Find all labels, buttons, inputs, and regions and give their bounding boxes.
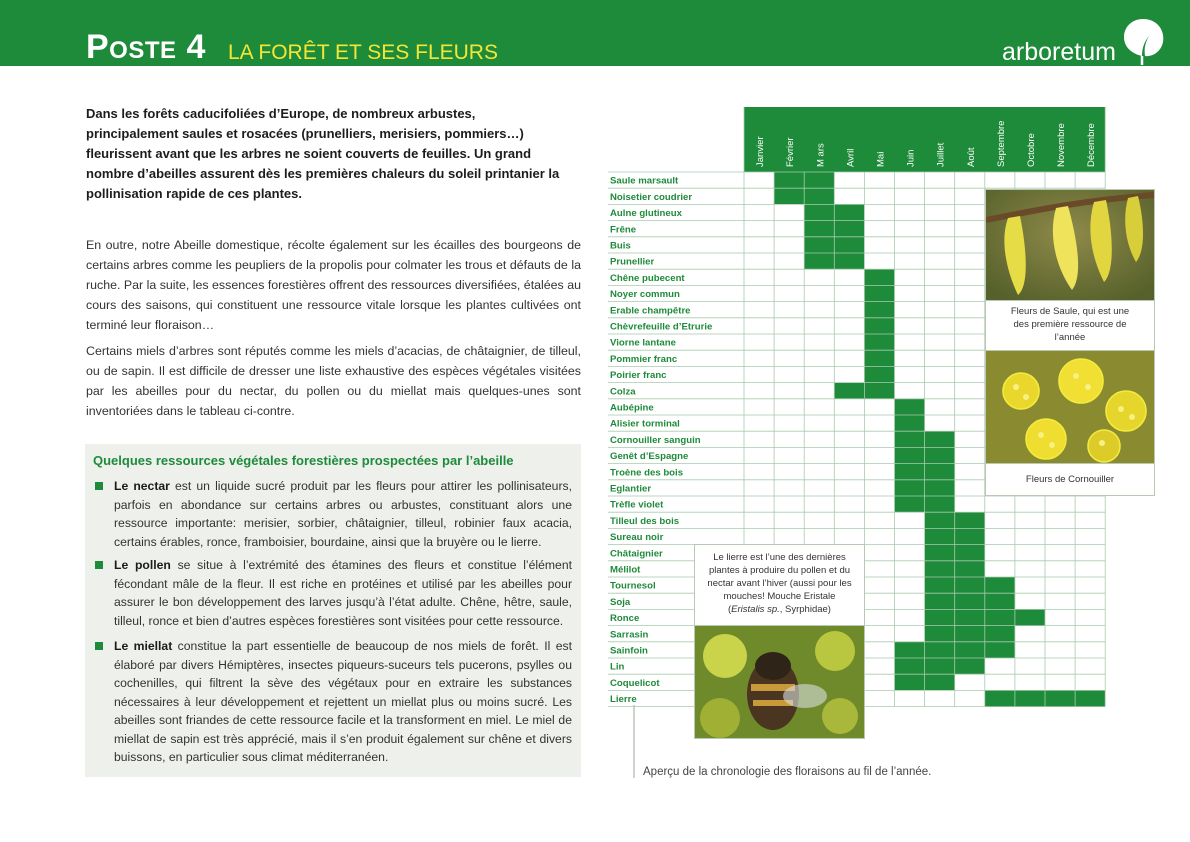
plant-label: Lierre — [610, 694, 637, 706]
month-label: Mai — [875, 151, 887, 167]
flowering-cell — [985, 609, 1015, 625]
flowering-cell — [834, 383, 864, 399]
flowering-cell — [1045, 690, 1075, 706]
flowering-cell — [925, 512, 955, 528]
month-label: Juillet — [935, 142, 947, 167]
flowering-cell — [955, 593, 985, 609]
flowering-cell — [1015, 690, 1045, 706]
cornouiller-caption: Fleurs de Cornouiller — [985, 463, 1155, 496]
month-label: Septembre — [995, 120, 1007, 167]
plant-label: Frêne — [610, 224, 637, 236]
flowering-cell — [985, 626, 1015, 642]
month-label: Juin — [905, 149, 917, 167]
saule-caption — [985, 300, 1155, 352]
flowering-cell — [804, 188, 834, 204]
flowering-cell — [834, 221, 864, 237]
lierre-caption — [694, 544, 865, 632]
plant-label: Sarrasin — [610, 629, 649, 641]
saule-photo — [985, 189, 1155, 301]
flowering-cell — [774, 188, 804, 204]
flowering-cell — [864, 302, 894, 318]
flowering-cell — [955, 609, 985, 625]
cornel-flowers-image — [986, 351, 1154, 463]
flowering-cell — [895, 464, 925, 480]
month-label: Novembre — [1056, 123, 1068, 167]
resources-box-title: Quelques ressources végétales forestières prospectées par l’abeille — [93, 453, 514, 468]
arboretum-logo-text: arboretum — [1002, 38, 1116, 66]
poste-number: Poste 4 — [86, 28, 206, 66]
plant-label: Alisier torminal — [610, 418, 680, 430]
plant-label: Pommier franc — [610, 353, 678, 365]
flowering-cell — [925, 447, 955, 463]
willow-flowers-image — [986, 190, 1154, 300]
flowering-cell — [895, 431, 925, 447]
flowering-cell — [925, 658, 955, 674]
plant-label: Lin — [610, 661, 625, 673]
flowering-cell — [925, 577, 955, 593]
flowering-cell — [1015, 609, 1045, 625]
saule-caption-text: Fleurs de Saule, qui est une des première ressource de l’année — [1010, 306, 1130, 343]
intro-paragraph: Dans les forêts caducifoliées d’Europe, de nombreux arbustes, principalement saules et rosacées (prunelliers, merisiers, pommiers…) fleurissent avant que les arbres ne soient couverts de feuilles. Un grand nombre d’abeilles assurent dès les premières chaleurs du soleil printanier la pollinisation rapide de ces plantes. — [86, 106, 560, 201]
lierre-photo — [694, 625, 865, 739]
paragraph-propolis: En outre, notre Abeille domestique, récolte également sur les écailles des bourgeons de certains arbres comme les peupliers de la propolis pour colmater les trous et défauts de la ruche. Par la suite, les essences forestières offrent des ressources diversifiées, étalées au cours des saisons, qui constituent une ressource vitale lorsque les plantes cultivées ont terminé leur floraison… — [86, 238, 581, 332]
plant-label: Sureau noir — [610, 532, 664, 544]
lierre-caption-part1: Le lierre est l’une des dernières plantes à produire du pollen et du nectar avant l’hiver (aussi pour les mouches! Mouche Eristale ( — [707, 552, 852, 615]
flowering-cell — [925, 642, 955, 658]
plant-label: Chêne pubecent — [610, 272, 685, 284]
plant-label: Tournesol — [610, 580, 656, 592]
flowering-cell — [925, 626, 955, 642]
flowering-cell — [864, 350, 894, 366]
flowering-cell — [804, 172, 834, 188]
flowering-cell — [864, 318, 894, 334]
lierre-caption-text — [705, 551, 855, 616]
plant-label: Viorne lantane — [610, 337, 676, 349]
month-label: Avril — [845, 148, 857, 167]
resource-term: Le pollen — [114, 558, 171, 572]
lierre-caption-species: Eristalis sp. — [731, 604, 780, 615]
flowering-cell — [804, 237, 834, 253]
plant-label: Prunellier — [610, 256, 655, 268]
plant-label: Poirier franc — [610, 370, 667, 382]
flowering-cell — [955, 545, 985, 561]
flowering-cell — [955, 512, 985, 528]
month-header-band — [744, 107, 1105, 172]
resource-term: Le nectar — [114, 479, 170, 493]
flowering-cell — [925, 431, 955, 447]
plant-label: Noisetier coudrier — [610, 191, 693, 203]
chart-caption: Aperçu de la chronologie des floraisons au fil de l’année. — [643, 766, 932, 778]
plant-label: Sainfoin — [610, 645, 648, 657]
flowering-cell — [895, 399, 925, 415]
flowering-cell — [985, 642, 1015, 658]
flowering-cell — [925, 593, 955, 609]
month-label: Décembre — [1086, 123, 1098, 167]
plant-label: Troène des bois — [610, 467, 684, 479]
hoverfly-on-ivy-image — [695, 626, 864, 738]
paragraph-miels: Certains miels d’arbres sont réputés comme les miels d’acacias, de châtaignier, de tilleul, ou de sapin. Il est difficile de dresser une liste exhaustive des espèces végétales visitées par les abeilles pour du nectar, du pollen ou du miellat mais quelques-unes sont inventoriées dans le tableau ci-contre. — [86, 344, 581, 418]
flowering-cell — [925, 464, 955, 480]
month-label: M ars — [815, 143, 827, 167]
flowering-cell — [925, 609, 955, 625]
flowering-cell — [895, 496, 925, 512]
flowering-cell — [925, 480, 955, 496]
lierre-caption-part2: , Syrphidae) — [779, 604, 831, 615]
flowering-cell — [895, 658, 925, 674]
resource-text: constitue la part essentielle de beaucoup de nos miels de forêt. Il est élaboré par divers Hémiptères, insectes piqueurs-suceurs tels pucerons, psylles ou cochenilles, qui filtrent la sève des végétaux pour en extraire les substances nécessaires à leur développement et rejettent un miellat plus ou moins sucré. Les abeilles sont friandes de cette ressource facile et la transforment en miel. Le miel de miellat de sapin est très apprécié, mais il s’en produit également sur chêne et divers buissons, en particulier sous climat méditerranéen. — [114, 639, 573, 764]
flowering-cell — [925, 561, 955, 577]
cornouiller-photo — [985, 350, 1155, 464]
flowering-cell — [925, 496, 955, 512]
flowering-cell — [985, 690, 1015, 706]
plant-label: Aulne glutineux — [610, 208, 682, 220]
flowering-cell — [985, 577, 1015, 593]
flowering-cell — [985, 593, 1015, 609]
plant-label: Châtaignier — [610, 548, 663, 560]
plant-label: Genêt d’Espagne — [610, 451, 689, 463]
flowering-cell — [895, 674, 925, 690]
flowering-cell — [895, 480, 925, 496]
flowering-cell — [864, 285, 894, 301]
month-label: Janvier — [755, 136, 767, 167]
flowering-cell — [864, 334, 894, 350]
month-label: Août — [965, 147, 977, 167]
flowering-cell — [864, 366, 894, 382]
resource-text: est un liquide sucré produit par les fleurs pour attirer les pollinisateurs, parfois en abondance sur certains arbres ou arbustes, constituant alors une ressource importante: merisier, sorbier, châtaignier, tilleul, robinier faux acacia, certains érables, ronce, framboisier, bourdaine, ainsi que la bruyère ou le lierre. — [114, 479, 572, 549]
flowering-cell — [955, 626, 985, 642]
flowering-cell — [955, 561, 985, 577]
page-subtitle: LA FORÊT ET SES FLEURS — [228, 41, 498, 64]
plant-label: Mélilot — [610, 564, 641, 576]
plant-label: Noyer commun — [610, 289, 680, 301]
plant-label: Erable champêtre — [610, 305, 691, 317]
flowering-cell — [955, 528, 985, 544]
flowering-cell — [895, 415, 925, 431]
month-label: Février — [785, 137, 797, 167]
flowering-cell — [925, 674, 955, 690]
plant-label: Aubépine — [610, 402, 654, 414]
plant-label: Tilleul des bois — [610, 515, 680, 527]
flowering-cell — [955, 658, 985, 674]
plant-label: Cornouiller sanguin — [610, 434, 701, 446]
flowering-cell — [925, 545, 955, 561]
plant-label: Colza — [610, 386, 636, 398]
flowering-cell — [834, 204, 864, 220]
flowering-cell — [895, 642, 925, 658]
plant-label: Soja — [610, 596, 631, 608]
plant-label: Trèfle violet — [610, 499, 664, 511]
flowering-cell — [955, 642, 985, 658]
plant-label: Buis — [610, 240, 631, 252]
flowering-cell — [864, 269, 894, 285]
flowering-cell — [804, 204, 834, 220]
plant-label: Coquelicot — [610, 677, 660, 689]
flowering-cell — [955, 577, 985, 593]
resource-text: se situe à l’extrémité des étamines des fleurs et constitue l’élément fécondant mâle de la fleur. Il est riche en protéines et utilisé par les abeilles pour assurer le bon développement des larves jusqu’à l’état adulte. Chêne, hêtre, saule, tilleul, ronce et bien d’autres espèces forestières sont visitées pour cette ressource. — [114, 558, 573, 628]
flowering-cell — [834, 253, 864, 269]
plant-label: Ronce — [610, 613, 640, 625]
month-label: Octobre — [1025, 133, 1037, 167]
flowering-cell — [925, 528, 955, 544]
flowering-cell — [864, 383, 894, 399]
flowering-cell — [834, 237, 864, 253]
resource-term: Le miellat — [114, 639, 173, 653]
flowering-cell — [895, 447, 925, 463]
flowering-cell — [804, 221, 834, 237]
plant-label: Saule marsault — [610, 175, 679, 187]
flowering-cell — [1075, 690, 1105, 706]
plant-label: Chèvrefeuille d’Etrurie — [610, 321, 713, 333]
flowering-cell — [774, 172, 804, 188]
plant-label: Eglantier — [610, 483, 652, 495]
flowering-cell — [804, 253, 834, 269]
